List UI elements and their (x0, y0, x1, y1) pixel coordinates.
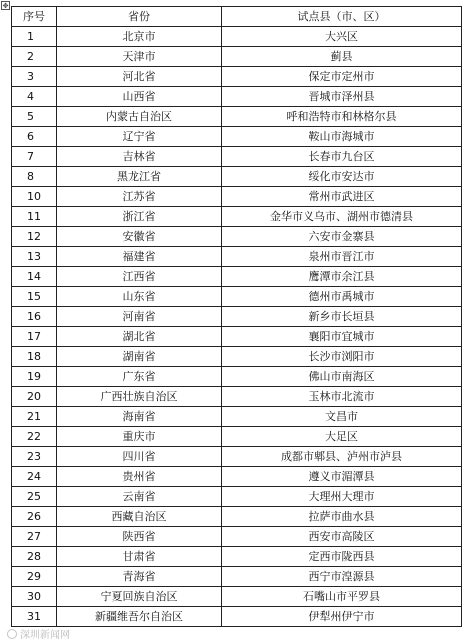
cell-province: 山东省 (57, 287, 222, 307)
table-row (12, 87, 462, 107)
table-row (12, 267, 462, 287)
cell-province: 北京市 (57, 27, 222, 47)
cell-index: 29 (12, 567, 57, 587)
cell-pilot-county: 石嘴山市平罗县 (222, 587, 462, 607)
cell-index: 7 (12, 147, 57, 167)
watermark (7, 626, 70, 641)
table-row (12, 247, 462, 267)
table-row (12, 607, 462, 627)
cell-index: 5 (12, 107, 57, 127)
table-row (12, 387, 462, 407)
cell-pilot-county: 六安市金寨县 (222, 227, 462, 247)
cell-province: 吉林省 (57, 147, 222, 167)
table-row (12, 227, 462, 247)
table-row (12, 427, 462, 447)
cell-index: 25 (12, 487, 57, 507)
cell-pilot-county: 定西市陇西县 (222, 547, 462, 567)
cell-pilot-county: 鹰潭市余江县 (222, 267, 462, 287)
table-row (12, 207, 462, 227)
cell-index: 6 (12, 127, 57, 147)
cell-pilot-county: 呼和浩特市和林格尔县 (222, 107, 462, 127)
cell-pilot-county: 长春市九台区 (222, 147, 462, 167)
cell-pilot-county: 拉萨市曲水县 (222, 507, 462, 527)
cell-province: 辽宁省 (57, 127, 222, 147)
table-row (12, 27, 462, 47)
cell-index: 27 (12, 527, 57, 547)
cell-pilot-county: 遵义市湄潭县 (222, 467, 462, 487)
cell-index: 22 (12, 427, 57, 447)
cell-pilot-county: 新乡市长垣县 (222, 307, 462, 327)
cell-index: 30 (12, 587, 57, 607)
cell-pilot-county: 玉林市北流市 (222, 387, 462, 407)
cell-pilot-county: 文昌市 (222, 407, 462, 427)
cell-province: 甘肃省 (57, 547, 222, 567)
cell-province: 河北省 (57, 67, 222, 87)
table-move-handle-icon[interactable]: ✥ (2, 2, 9, 10)
cell-index: 20 (12, 387, 57, 407)
cell-pilot-county: 伊犁州伊宁市 (222, 607, 462, 627)
header-pilot-county: 试点县（市、区） (222, 7, 462, 27)
cell-province: 西藏自治区 (57, 507, 222, 527)
cell-index: 16 (12, 307, 57, 327)
table-row (12, 327, 462, 347)
cell-index: 19 (12, 367, 57, 387)
pilot-county-table (11, 6, 462, 627)
cell-pilot-county: 晋城市泽州县 (222, 87, 462, 107)
table-row (12, 187, 462, 207)
cell-province: 新疆维吾尔自治区 (57, 607, 222, 627)
cell-province: 海南省 (57, 407, 222, 427)
cell-index: 21 (12, 407, 57, 427)
table-body (12, 27, 462, 627)
cell-index: 24 (12, 467, 57, 487)
table-row (12, 147, 462, 167)
cell-province: 贵州省 (57, 467, 222, 487)
cell-province: 福建省 (57, 247, 222, 267)
cell-index: 12 (12, 227, 57, 247)
cell-province: 江苏省 (57, 187, 222, 207)
cell-province: 山西省 (57, 87, 222, 107)
table-row (12, 67, 462, 87)
cell-index: 3 (12, 67, 57, 87)
cell-province: 湖南省 (57, 347, 222, 367)
cell-pilot-county: 绥化市安达市 (222, 167, 462, 187)
cell-index: 2 (12, 47, 57, 67)
cell-index: 4 (12, 87, 57, 107)
cell-pilot-county: 德州市禹城市 (222, 287, 462, 307)
cell-province: 河南省 (57, 307, 222, 327)
cell-index: 31 (12, 607, 57, 627)
cell-province: 广西壮族自治区 (57, 387, 222, 407)
cell-index: 11 (12, 207, 57, 227)
cell-pilot-county: 蓟县 (222, 47, 462, 67)
table-row (12, 127, 462, 147)
cell-pilot-county: 西安市高陵区 (222, 527, 462, 547)
header-province: 省份 (57, 7, 222, 27)
cell-province: 陕西省 (57, 527, 222, 547)
table-row (12, 507, 462, 527)
table-row (12, 407, 462, 427)
cell-pilot-county: 成都市郫县、泸州市泸县 (222, 447, 462, 467)
cell-province: 内蒙古自治区 (57, 107, 222, 127)
cell-pilot-county: 西宁市湟源县 (222, 567, 462, 587)
cell-pilot-county: 襄阳市宜城市 (222, 327, 462, 347)
cell-province: 安徽省 (57, 227, 222, 247)
cell-pilot-county: 保定市定州市 (222, 67, 462, 87)
cell-pilot-county: 金华市义乌市、湖州市德清县 (222, 207, 462, 227)
cell-pilot-county: 大理州大理市 (222, 487, 462, 507)
cell-index: 13 (12, 247, 57, 267)
cell-province: 四川省 (57, 447, 222, 467)
cell-pilot-county: 长沙市浏阳市 (222, 347, 462, 367)
table-row (12, 447, 462, 467)
table-row (12, 287, 462, 307)
cell-pilot-county: 佛山市南海区 (222, 367, 462, 387)
cell-province: 黑龙江省 (57, 167, 222, 187)
cell-province: 江西省 (57, 267, 222, 287)
table-row (12, 367, 462, 387)
table-row (12, 487, 462, 507)
table-row (12, 587, 462, 607)
cell-index: 10 (12, 187, 57, 207)
table-row (12, 547, 462, 567)
cell-index: 15 (12, 287, 57, 307)
header-index: 序号 (12, 7, 57, 27)
cell-index: 17 (12, 327, 57, 347)
table-row (12, 47, 462, 67)
cell-index: 18 (12, 347, 57, 367)
cell-province: 云南省 (57, 487, 222, 507)
table-row (12, 347, 462, 367)
table-row (12, 307, 462, 327)
cell-pilot-county: 泉州市晋江市 (222, 247, 462, 267)
cell-province: 湖北省 (57, 327, 222, 347)
cell-province: 天津市 (57, 47, 222, 67)
watermark-logo-icon (7, 629, 17, 639)
watermark-text: 深圳新闻网 (20, 630, 70, 641)
cell-index: 28 (12, 547, 57, 567)
table-row (12, 167, 462, 187)
cell-province: 重庆市 (57, 427, 222, 447)
cell-province: 广东省 (57, 367, 222, 387)
cell-pilot-county: 大足区 (222, 427, 462, 447)
table-row (12, 567, 462, 587)
table-row (12, 107, 462, 127)
table-row (12, 467, 462, 487)
cell-index: 14 (12, 267, 57, 287)
cell-province: 浙江省 (57, 207, 222, 227)
cell-index: 26 (12, 507, 57, 527)
cell-pilot-county: 常州市武进区 (222, 187, 462, 207)
cell-province: 宁夏回族自治区 (57, 587, 222, 607)
cell-pilot-county: 鞍山市海城市 (222, 127, 462, 147)
cell-index: 23 (12, 447, 57, 467)
cell-index: 8 (12, 167, 57, 187)
table-header-row (12, 7, 462, 27)
cell-index: 1 (12, 27, 57, 47)
cell-province: 青海省 (57, 567, 222, 587)
table-row (12, 527, 462, 547)
cell-pilot-county: 大兴区 (222, 27, 462, 47)
